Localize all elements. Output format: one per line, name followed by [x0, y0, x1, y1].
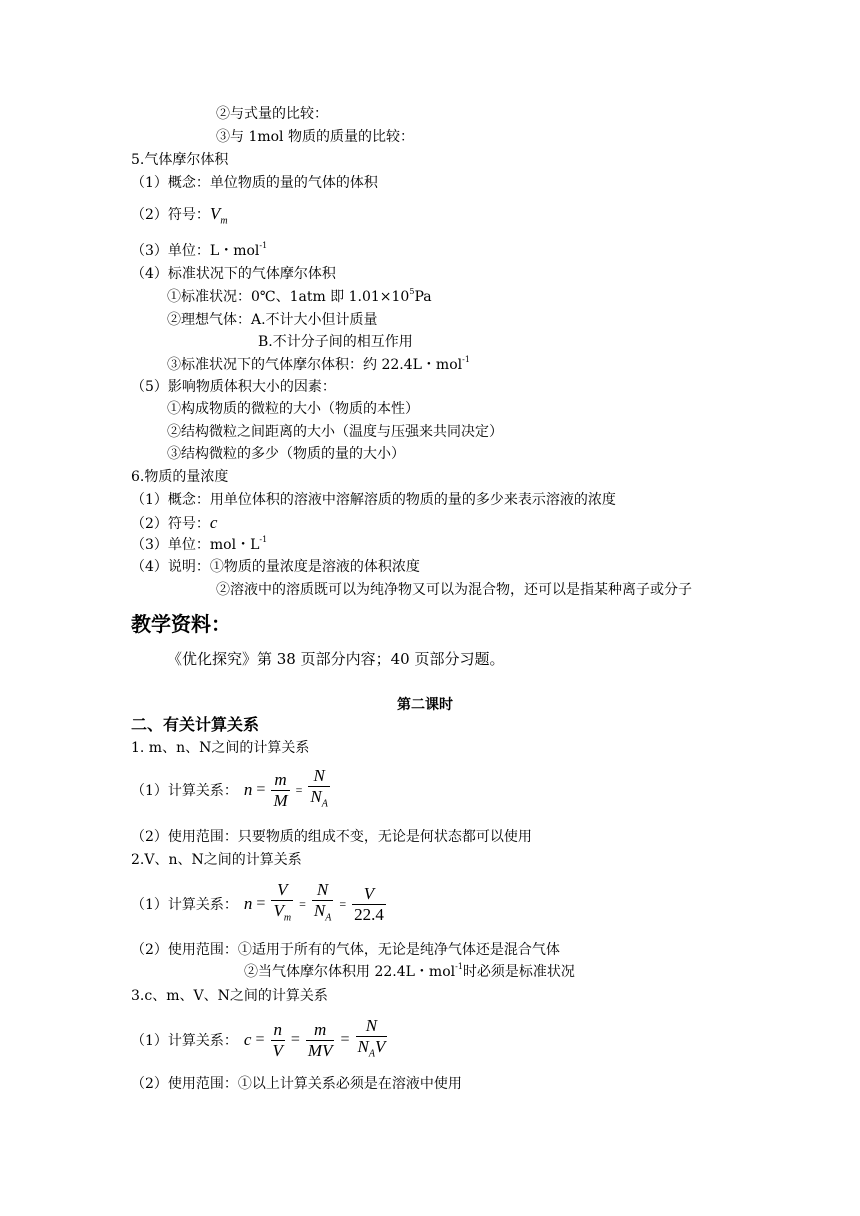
s5-std-title: （4）标准状况下的气体摩尔体积 [131, 266, 336, 282]
s5-symbol-label: （2）符号： [131, 207, 210, 223]
s5-concept: （1）概念：单位物质的量的气体的体积 [131, 175, 378, 191]
section-5-title: 5.气体摩尔体积 [131, 152, 229, 168]
s5-std-conditions: ①标准状况：0℃、1atm 即 $1.01\times 10^5Pa$ [167, 287, 432, 305]
r2-title: 2.V、n、N之间的计算关系 [131, 852, 302, 868]
r1-title: 1. m、n、N之间的计算关系 [131, 740, 310, 756]
s6-unit: （3）单位：mol・$L^{-1}$ [131, 535, 268, 553]
formula-2: （1）计算关系： n = $\frac{V}{V_m}$ = $\frac{N}{N_A}$ = $\frac{V}{22.4}$ [131, 880, 388, 928]
fraction-m-over-MV: $\frac{m}{MV}$ [307, 1019, 333, 1060]
lesson2-section-heading: 二、有关计算关系 [131, 715, 260, 734]
s5-factor-1: ①构成物质的微粒的大小（物质的本性） [167, 401, 419, 417]
fraction-N-over-NAV: $\frac{N}{N_AV}$ [356, 1016, 388, 1064]
c-symbol: c [209, 513, 218, 532]
formula-3: （1）计算关系： c = $\frac{n}{V}$ = $\frac{m}{MV}$ = $\frac{N}{N_AV}$ [131, 1016, 389, 1064]
s5-std-molar-volume: ③标准状况下的气体摩尔体积：约 22.4L・mol$^{-1}$ [167, 355, 470, 373]
section-6-title: 6.物质的量浓度 [131, 469, 229, 485]
compare-1mol-mass: ③与 1mol 物质的质量的比较： [216, 129, 414, 145]
fraction-N-over-NA: $\frac{N}{N_A}$ [312, 880, 333, 928]
fraction-V-over-Vm: $\frac{V}{V_m}$ [271, 880, 293, 928]
lesson2-title: 第二课时 [397, 697, 453, 713]
r3-usage: （2）使用范围：①以上计算关系必须是在溶液中使用 [131, 1076, 462, 1092]
s5-unit: （3）单位：L・mol$^{-1}$ [131, 241, 268, 259]
s5-symbol [131, 205, 228, 230]
s6-note-2: ②溶液中的溶质既可以为纯净物又可以为混合物，还可以是指某种离子或分子 [216, 582, 692, 598]
fraction-m-over-M: $\frac{m}{M}$ [273, 769, 288, 810]
r2-usage-1: （2）使用范围：①适用于所有的气体，无论是纯净气体还是混合气体 [131, 942, 560, 958]
s5-factors-title: （5）影响物质体积大小的因素： [131, 379, 336, 395]
formula-1: （1）计算关系： n = $\frac{m}{M}$ = $\frac{N}{N_A}$ [131, 766, 332, 814]
s6-symbol: （2）符号：c [131, 513, 218, 532]
s5-factor-3: ③结构微粒的多少（物质的量的大小） [167, 446, 405, 462]
materials-heading: 教学资料： [131, 612, 231, 636]
s5-ideal-gas: ②理想气体：A.不计大小但计质量 [167, 312, 378, 328]
vm-symbol: $V_m$ [209, 204, 228, 227]
compare-formula-weight: ②与式量的比较： [216, 106, 328, 122]
fraction-V-over-22-4: $\frac{V}{22.4}$ [354, 883, 384, 924]
fraction-N-over-NA: $\frac{N}{N_A}$ [308, 766, 329, 814]
r1-usage: （2）使用范围：只要物质的组成不变，无论是何状态都可以使用 [131, 829, 532, 845]
s5-factor-2: ②结构微粒之间距离的大小（温度与压强来共同决定） [167, 424, 503, 440]
r2-usage-2: ②当气体摩尔体积用 22.4L・mol$^{-1}$时必须是标准状况 [244, 962, 575, 980]
s6-note-1: （4）说明：①物质的量浓度是溶液的体积浓度 [131, 559, 420, 575]
s5-ideal-gas-b: B.不计分子间的相互作用 [258, 334, 413, 350]
r3-title: 3.c、m、V、N之间的计算关系 [131, 988, 328, 1004]
fraction-n-over-V: $\frac{n}{V}$ [272, 1019, 283, 1060]
s6-concept: （1）概念：用单位体积的溶液中溶解溶质的物质的量的多少来表示溶液的浓度 [131, 492, 616, 508]
materials-text: 《优化探究》第 38 页部分内容；40 页部分习题。 [167, 650, 505, 668]
